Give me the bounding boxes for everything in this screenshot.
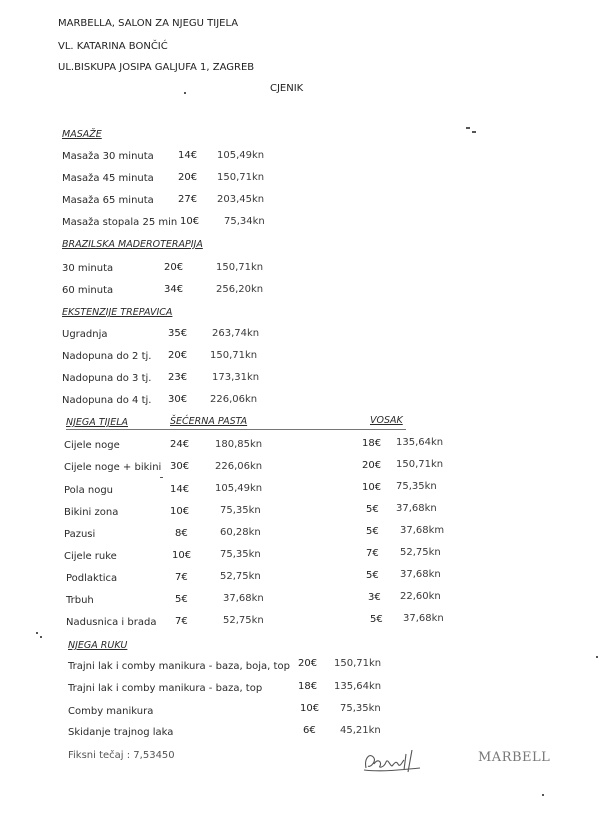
item-price-kn: 105,49kn <box>217 150 265 161</box>
item-price-eur: 10€ <box>180 216 200 227</box>
owner-line: VL. KATARINA BONČIĆ <box>58 41 168 52</box>
item-price-kn: 150,71kn <box>216 262 264 273</box>
item-name: Masaža stopala 25 min <box>62 217 178 228</box>
column-heading-secerna-pasta: ŠEĆERNA PASTA <box>170 416 248 427</box>
item-name: Nadopuna do 2 tj. <box>62 351 152 362</box>
item-price-eur: 5€ <box>175 594 188 605</box>
item-wax-price-kn: 150,71kn <box>396 459 444 470</box>
salon-stamp: MARBELL <box>478 750 551 765</box>
scan-speck <box>542 794 544 796</box>
item-price-eur: 14€ <box>178 150 198 161</box>
item-name: Nadusnica i brada <box>66 617 157 628</box>
item-name: Ugradnja <box>62 329 108 340</box>
item-price-kn: 37,68kn <box>223 593 264 604</box>
item-price-eur: 14€ <box>170 484 190 495</box>
item-wax-price-kn: 37,68kn <box>403 613 444 624</box>
item-price-kn: 75,35kn <box>220 549 261 560</box>
item-wax-price-eur: 3€ <box>368 592 381 603</box>
item-wax-price-eur: 7€ <box>366 548 379 559</box>
item-wax-price-kn: 37,68km <box>400 525 445 536</box>
item-price-eur: 30€ <box>170 461 190 472</box>
item-price-eur: 10€ <box>172 550 192 561</box>
item-price-kn: 226,06kn <box>215 461 263 472</box>
item-price-eur: 10€ <box>300 703 320 714</box>
section-heading-brazilska: BRAZILSKA MADEROTERAPIJA <box>62 239 203 250</box>
salon-name: MARBELLA, SALON ZA NJEGU TIJELA <box>58 18 239 29</box>
item-name: Nadopuna do 3 tj. <box>62 373 152 384</box>
item-price-eur: 23€ <box>168 372 188 383</box>
scan-speck <box>40 636 42 638</box>
item-wax-price-eur: 5€ <box>370 614 383 625</box>
item-price-eur: 7€ <box>175 616 188 627</box>
item-wax-price-eur: 20€ <box>362 460 382 471</box>
item-price-kn: 150,71kn <box>217 172 265 183</box>
item-name: 30 minuta <box>62 263 114 274</box>
item-price-kn: 150,71kn <box>210 350 258 361</box>
item-wax-price-kn: 37,68kn <box>396 503 437 514</box>
item-name: Cijele ruke <box>64 551 117 562</box>
item-name: Bikini zona <box>64 507 119 518</box>
item-price-kn: 135,64kn <box>334 681 382 692</box>
item-price-eur: 6€ <box>303 725 316 736</box>
item-price-eur: 20€ <box>298 658 318 669</box>
item-price-kn: 45,21kn <box>340 725 381 736</box>
item-price-eur: 34€ <box>164 284 184 295</box>
item-wax-price-kn: 22,60kn <box>400 591 441 602</box>
item-name: Comby manikura <box>68 706 154 717</box>
column-heading-vosak: VOSAK <box>370 415 403 426</box>
item-wax-price-kn: 135,64kn <box>396 437 444 448</box>
item-price-eur: 27€ <box>178 194 198 205</box>
item-name: Trajni lak i comby manikura - baza, boja, top <box>68 661 290 672</box>
item-name: Podlaktica <box>66 573 118 584</box>
item-price-kn: 226,06kn <box>210 394 258 405</box>
item-wax-price-kn: 75,35kn <box>396 481 437 492</box>
scan-speck <box>160 477 163 478</box>
item-price-eur: 24€ <box>170 439 190 450</box>
item-name: Masaža 65 minuta <box>62 195 154 206</box>
item-name: Skidanje trajnog laka <box>68 727 174 738</box>
scan-speck <box>466 127 470 129</box>
item-price-eur: 8€ <box>175 528 188 539</box>
item-price-kn: 75,35kn <box>220 505 261 516</box>
scan-speck <box>472 131 476 133</box>
item-price-eur: 7€ <box>175 572 188 583</box>
item-wax-price-eur: 10€ <box>362 482 382 493</box>
item-price-eur: 35€ <box>168 328 188 339</box>
item-wax-price-kn: 52,75kn <box>400 547 441 558</box>
divider <box>66 429 406 430</box>
section-heading-masaze: MASAŽE <box>62 129 102 140</box>
item-name: Trajni lak i comby manikura - baza, top <box>68 683 263 694</box>
item-name: Cijele noge + bikini <box>64 462 162 473</box>
section-heading-njega-tijela: NJEGA TIJELA <box>66 417 128 428</box>
scan-speck <box>184 92 186 94</box>
item-name: 60 minuta <box>62 285 114 296</box>
item-name: Trbuh <box>66 595 94 606</box>
item-price-kn: 150,71kn <box>334 658 382 669</box>
item-price-kn: 60,28kn <box>220 527 261 538</box>
page-title: CJENIK <box>270 83 304 94</box>
item-wax-price-eur: 5€ <box>366 526 379 537</box>
section-heading-njega-ruku: NJEGA RUKU <box>68 640 128 651</box>
item-price-kn: 75,34kn <box>224 216 265 227</box>
item-price-eur: 10€ <box>170 506 190 517</box>
item-name: Masaža 45 minuta <box>62 173 154 184</box>
item-wax-price-eur: 5€ <box>366 570 379 581</box>
item-price-eur: 20€ <box>168 350 188 361</box>
item-price-kn: 256,20kn <box>216 284 264 295</box>
item-price-eur: 20€ <box>178 172 198 183</box>
item-name: Cijele noge <box>64 440 120 451</box>
item-name: Nadopuna do 4 tj. <box>62 395 152 406</box>
item-price-kn: 75,35kn <box>340 703 381 714</box>
item-price-kn: 203,45kn <box>217 194 265 205</box>
item-price-kn: 52,75kn <box>220 571 261 582</box>
scan-speck <box>36 632 38 634</box>
exchange-rate-note: Fiksni tečaj : 7,53450 <box>68 750 175 761</box>
item-price-kn: 180,85kn <box>215 439 263 450</box>
item-price-eur: 20€ <box>164 262 184 273</box>
item-name: Pola nogu <box>64 485 114 496</box>
item-price-kn: 173,31kn <box>212 372 260 383</box>
item-price-kn: 263,74kn <box>212 328 260 339</box>
scan-speck <box>596 656 598 658</box>
item-wax-price-eur: 5€ <box>366 504 379 515</box>
item-price-kn: 52,75kn <box>223 615 264 626</box>
address-line: UL.BISKUPA JOSIPA GALJUFA 1, ZAGREB <box>58 62 255 73</box>
item-name: Masaža 30 minuta <box>62 151 154 162</box>
item-price-eur: 30€ <box>168 394 188 405</box>
section-heading-trepavice: EKSTENZIJE TREPAVICA <box>62 307 173 318</box>
item-price-kn: 105,49kn <box>215 483 263 494</box>
item-wax-price-kn: 37,68kn <box>400 569 441 580</box>
item-name: Pazusi <box>64 529 96 540</box>
item-wax-price-eur: 18€ <box>362 438 382 449</box>
item-price-eur: 18€ <box>298 681 318 692</box>
handwritten-signature <box>360 746 432 776</box>
